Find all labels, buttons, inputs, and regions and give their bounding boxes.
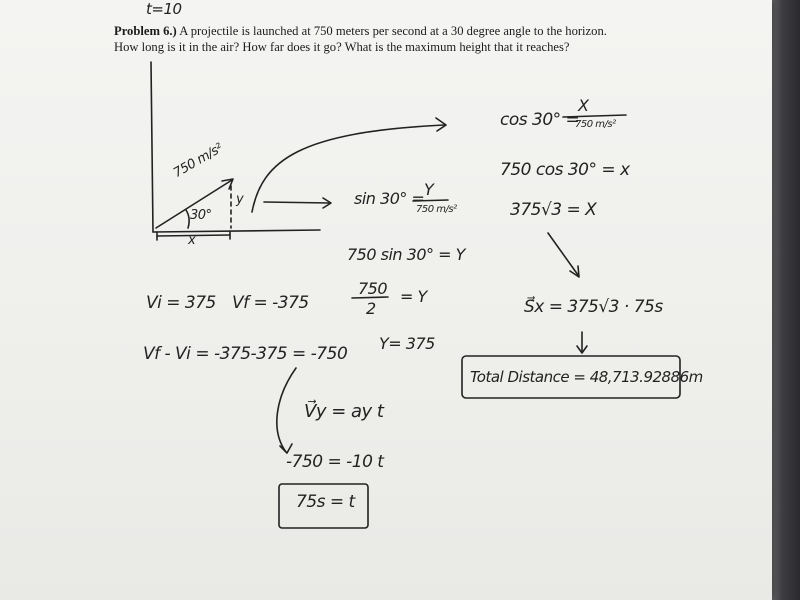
corner-note: t=10 [146, 0, 182, 18]
y-axis-line [151, 62, 153, 232]
sin-numerator: Y [424, 180, 434, 199]
cos-denominator: 750 m/s² [575, 119, 616, 130]
sin-denominator: 750 m/s² [416, 204, 457, 215]
problem-line-1: A projectile is launched at 750 meters per second at a 30 degree angle to the horizon. [179, 24, 607, 38]
acceleration-equation: -750 = -10 t [286, 452, 384, 472]
x-axis-line [153, 230, 320, 232]
half-denominator: 2 [366, 299, 376, 318]
sin-equation: sin 30° = [354, 189, 425, 208]
angle-arc [186, 210, 189, 228]
y-result: Y= 375 [379, 334, 435, 353]
time-result: 75s = t [296, 492, 355, 512]
initial-velocity: Vi = 375 [146, 293, 216, 313]
diagonal-arrowhead [570, 266, 579, 277]
displacement-equation: S⃗x = 375√3 · 75s [524, 297, 663, 317]
velocity-difference: Vf - Vi = -375-375 = -750 [143, 344, 348, 364]
cos-equation: cos 30° = [500, 110, 580, 130]
horizontal-arrow [264, 202, 330, 203]
desk-shadow [770, 0, 800, 600]
velocity-label: 750 m/s² [171, 141, 226, 181]
vy-equation: V⃗y = ay t [304, 401, 384, 422]
final-velocity: Vf = -375 [232, 293, 309, 313]
diagonal-arrow [548, 233, 578, 275]
angle-label: 30° [190, 208, 212, 223]
cos-solve: 750 cos 30° = x [500, 160, 630, 180]
sin-solve: 750 sin 30° = Y [347, 245, 465, 264]
problem-line-2: How long is it in the air? How far does it go? What is the maximum height that it reaches? [114, 40, 570, 54]
problem-label: Problem 6.) [114, 24, 177, 38]
half-numerator: 750 [358, 279, 388, 298]
y-label: y [236, 192, 244, 207]
curved-arrow [277, 368, 296, 452]
x-result: 375√3 = X [510, 200, 597, 220]
cos-numerator: X [578, 96, 589, 115]
half-equation: = Y [400, 287, 427, 306]
x-label: x [188, 233, 196, 248]
total-distance: Total Distance = 48,713.92886m [470, 368, 703, 386]
